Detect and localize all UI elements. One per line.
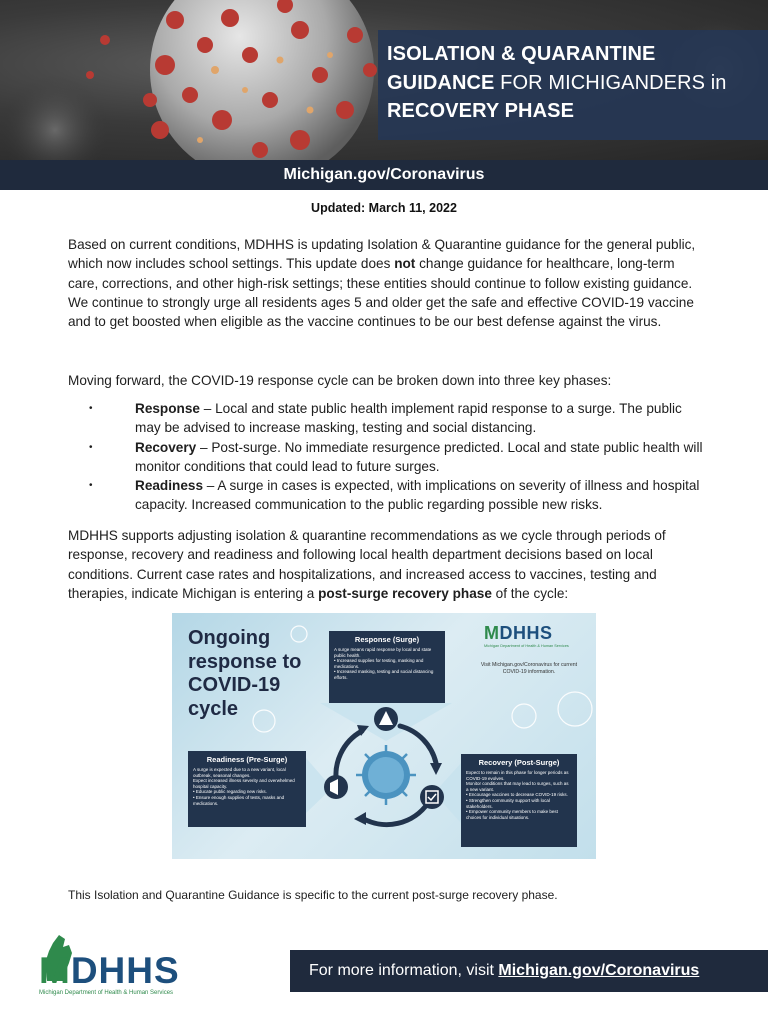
warning-icon bbox=[374, 707, 398, 731]
title-line-2: GUIDANCE FOR MICHIGANDERS in bbox=[387, 71, 727, 94]
list-item-response: • Response – Local and state public health implement rapid response to a surge. The public may be advised to increase masking, testing and social distancing. bbox=[89, 401, 682, 436]
support-paragraph: MDHHS supports adjusting isolation & quarantine recommendations as we cycle through periods of response, recovery and readiness and following local health department decisions based on local conditions. Current case rates and hospitalizations, and increased access to vaccines, testing and therapies, indicate Michigan is entering a post-surge recovery phase of the cycle: bbox=[68, 528, 666, 601]
readiness-box bbox=[188, 751, 306, 827]
footer-info-bar bbox=[290, 950, 768, 992]
bullet-dot: • bbox=[89, 480, 93, 492]
bullet-dot: • bbox=[89, 403, 93, 414]
logo-subtitle: Michigan Department of Health & Human Services bbox=[39, 990, 174, 996]
virus-center-icon bbox=[356, 745, 416, 805]
response-heading: Response (Surge) bbox=[354, 635, 420, 644]
site-url-bar[interactable]: Michigan.gov/Coronavirus bbox=[0, 160, 768, 190]
recovery-box bbox=[461, 754, 577, 847]
readiness-heading: Readiness (Pre-Surge) bbox=[206, 755, 288, 764]
list-item-recovery: • Recovery – Post-surge. No immediate resurgence predicted. Local and state public health will monitor conditions that could lead to future surges. bbox=[89, 439, 703, 474]
response-text: A surge means rapid response by local and state public health. • Increased supplies for testing, masking and medications. • Increased masking, testing and social distancing efforts. bbox=[334, 647, 434, 680]
header-banner bbox=[0, 0, 768, 160]
megaphone-icon bbox=[324, 775, 348, 799]
phases-intro: Moving forward, the COVID-19 response cycle can be broken down into three key phases: bbox=[68, 373, 612, 388]
infographic-mdhhs-logo: MDHHS Michigan Department of Health & Human Services bbox=[484, 623, 569, 648]
title-line-3: RECOVERY PHASE bbox=[387, 100, 575, 122]
intro-paragraph: Based on current conditions, MDHHS is updating Isolation & Quarantine guidance for the general public, which now includes school settings. This update does not change guidance for healthcare, long-term care, corrections, and other high-risk settings; these entities should continue to follow existing guidance. We continue to strongly urge all residents ages 5 and older get the safe and effective COVID-19 vaccine and to get boosted when eligible as the vaccine continues to be our best defense against the virus. bbox=[68, 237, 696, 330]
updated-date: Updated: March 11, 2022 bbox=[311, 201, 457, 215]
footer-info-prefix: For more information, visit bbox=[309, 962, 499, 979]
response-box bbox=[329, 631, 445, 703]
list-item-readiness: • Readiness – A surge in cases is expected, with implications on severity of illness and hospital capacity. Increased communication to the public regarding possible new risks. bbox=[89, 478, 700, 513]
phases-list bbox=[68, 399, 708, 515]
title-line-1: ISOLATION & QUARANTINE bbox=[387, 43, 656, 65]
bullet-dot: • bbox=[89, 441, 93, 453]
checklist-icon bbox=[420, 785, 444, 809]
covid-cycle-infographic bbox=[172, 613, 596, 859]
infographic-title: Ongoing response to COVID-19 cycle bbox=[188, 627, 302, 720]
infographic-visit-text: Visit Michigan.gov/Coronavirus for current COVID-19 information. bbox=[480, 662, 578, 675]
title-box bbox=[378, 30, 768, 140]
readiness-text: A surge is expected due to a new variant, local outbreak, seasonal changes. Expect increased illness severity and overwhelmed hospital capacity. • Educate public regarding new risks. • Ensure enough supplies of tests, masks and medications. bbox=[193, 767, 295, 806]
mdhhs-logo bbox=[37, 933, 202, 1001]
footnote: This Isolation and Quarantine Guidance is specific to the current post-surge recovery phase. bbox=[68, 888, 558, 902]
logo-wordmark: MDHHS bbox=[39, 950, 180, 991]
footer-coronavirus-link[interactable]: Michigan.gov/Coronavirus bbox=[498, 962, 700, 979]
recovery-heading: Recovery (Post-Surge) bbox=[478, 758, 560, 767]
recovery-text: Expect to remain in this phase for longer periods as COVID-19 evolves. Monitor conditions that may lead to surges, such as a new variant. • Encourage vaccines to decrease COVID-19 risks. • Strengthen community support with local stakeholders. • Empower community members to make best choices for individual situations. bbox=[466, 770, 569, 820]
